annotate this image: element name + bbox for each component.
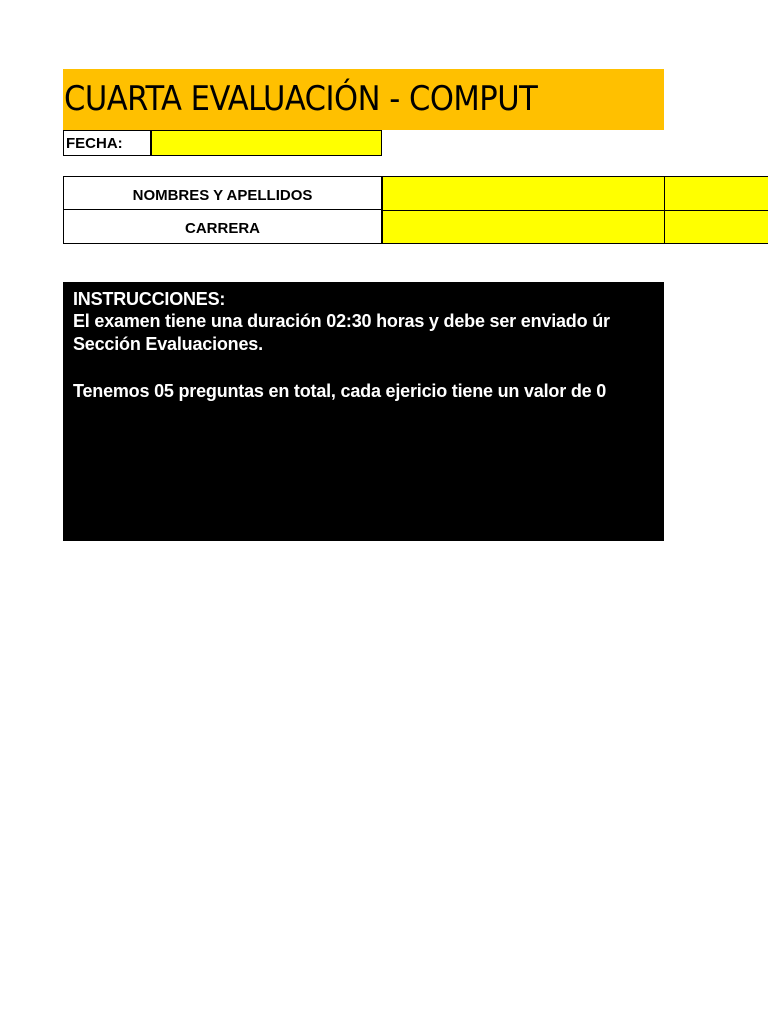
fecha-field[interactable]: [151, 130, 382, 156]
title-banner: [63, 69, 664, 130]
page-title: CUARTA EVALUACIÓN - COMPUT: [64, 79, 538, 119]
career-field[interactable]: [382, 210, 768, 244]
instructions-box: [63, 282, 664, 541]
instructions-line-1: El examen tiene una duración 02:30 horas y debe ser enviado úr: [73, 311, 610, 331]
career-label: CARRERA: [63, 210, 382, 244]
name-row: [63, 176, 768, 210]
student-info-table: [63, 176, 768, 244]
instructions-heading: INSTRUCCIONES:: [73, 289, 226, 309]
instructions-line-2: Sección Evaluaciones.: [73, 334, 263, 354]
fecha-label: FECHA:: [63, 130, 151, 156]
career-row: [63, 210, 768, 244]
instructions-line-3: Tenemos 05 preguntas en total, cada ejericio tiene un valor de 0: [73, 381, 607, 401]
name-field[interactable]: [382, 176, 768, 210]
name-label: NOMBRES Y APELLIDOS: [63, 176, 382, 210]
